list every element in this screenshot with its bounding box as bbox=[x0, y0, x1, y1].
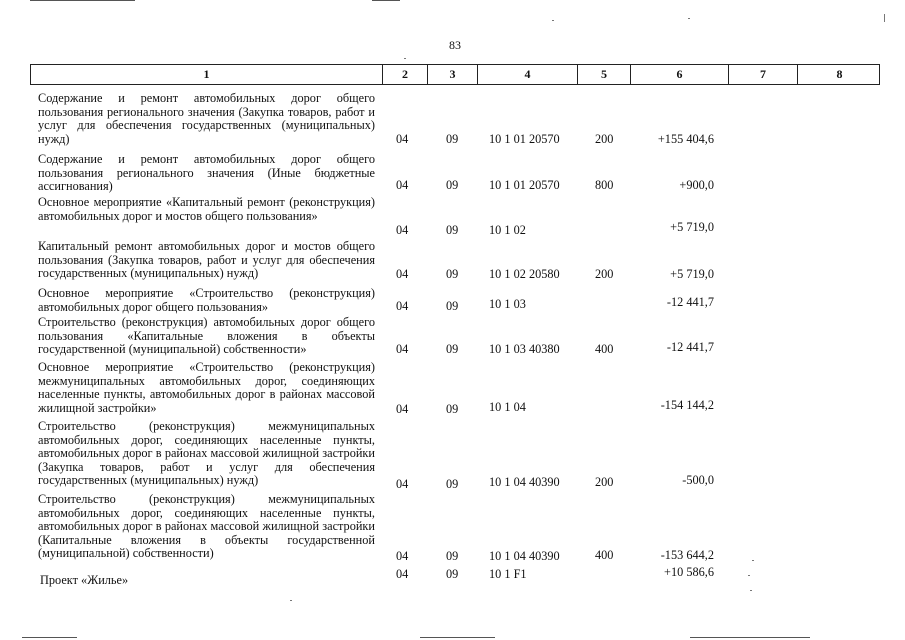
row-section: 04 bbox=[396, 402, 409, 416]
row-amount: -12 441,7 bbox=[666, 295, 714, 309]
scan-artifact-bottom-left bbox=[22, 637, 77, 638]
row-target-article: 10 1 01 20570 bbox=[489, 178, 560, 192]
row-section: 04 bbox=[396, 299, 409, 313]
row-target-article: 10 1 04 40390 bbox=[489, 549, 560, 563]
row-section: 04 bbox=[396, 223, 409, 237]
row-description: Строительство (реконструкция) автомобильных дорог общего пользования «Капитальные вложения в объекты государственной (муниципальной) собственности» bbox=[38, 315, 375, 356]
row-expense-type: 200 bbox=[595, 475, 614, 489]
row-section: 04 bbox=[396, 567, 409, 581]
row-subsection: 09 bbox=[446, 402, 459, 416]
row-expense-type: 200 bbox=[595, 267, 614, 281]
scan-speck bbox=[752, 560, 754, 561]
header-col-1: 1 bbox=[203, 67, 210, 81]
row-subsection: 09 bbox=[446, 299, 459, 313]
row-target-article: 10 1 03 40380 bbox=[489, 342, 560, 356]
header-col-7: 7 bbox=[728, 65, 797, 84]
row-section: 04 bbox=[396, 342, 409, 356]
row-description: Основное мероприятие «Капитальный ремонт (реконструкция) автомобильных дорог и мостов общего пользования» bbox=[38, 195, 375, 223]
row-subsection: 09 bbox=[446, 267, 459, 281]
scan-artifact-bottom-mid bbox=[420, 637, 495, 638]
row-section: 04 bbox=[396, 477, 409, 491]
row-target-article: 10 1 03 bbox=[489, 297, 526, 311]
row-subsection: 09 bbox=[446, 549, 459, 563]
row-description: Содержание и ремонт автомобильных дорог общего пользования регионального значения (Иные бюджетные ассигнования) bbox=[38, 152, 375, 193]
row-section: 04 bbox=[396, 267, 409, 281]
row-subsection: 09 bbox=[446, 342, 459, 356]
table-header bbox=[30, 64, 880, 85]
scan-speck bbox=[750, 590, 752, 591]
row-section: 04 bbox=[396, 178, 409, 192]
row-description: Основное мероприятие «Строительство (реконструкция) автомобильных дорог общего пользования» bbox=[38, 286, 375, 314]
row-subsection: 09 bbox=[446, 178, 459, 192]
header-col-8: 8 bbox=[797, 65, 881, 84]
scan-artifact-top-left bbox=[30, 0, 135, 1]
scan-speck bbox=[290, 600, 292, 601]
row-description: Содержание и ремонт автомобильных дорог общего пользования регионального значения (Закупка товаров, работ и услуг для обеспечения государственных (муниципальных) нужд) bbox=[38, 91, 375, 146]
header-col-4: 4 bbox=[477, 65, 577, 84]
scan-speck bbox=[552, 20, 554, 21]
header-col-5: 5 bbox=[577, 65, 630, 84]
row-amount: +900,0 bbox=[679, 178, 714, 192]
row-subsection: 09 bbox=[446, 223, 459, 237]
row-target-article: 10 1 02 bbox=[489, 223, 526, 237]
scan-speck bbox=[884, 14, 885, 22]
row-expense-type: 400 bbox=[595, 548, 614, 562]
header-col-2: 2 bbox=[382, 65, 427, 84]
header-col-3: 3 bbox=[427, 65, 477, 84]
row-amount: +10 586,6 bbox=[664, 565, 714, 579]
row-expense-type: 400 bbox=[595, 342, 614, 356]
scan-speck bbox=[748, 575, 750, 576]
row-subsection: 09 bbox=[446, 567, 459, 581]
row-section: 04 bbox=[396, 549, 409, 563]
row-amount: -153 644,2 bbox=[660, 548, 714, 562]
row-expense-type: 800 bbox=[595, 178, 614, 192]
row-amount: +5 719,0 bbox=[670, 267, 714, 281]
row-amount: -154 144,2 bbox=[660, 398, 714, 412]
row-amount: -12 441,7 bbox=[666, 340, 714, 354]
row-target-article: 10 1 F1 bbox=[489, 567, 527, 581]
row-section: 04 bbox=[396, 132, 409, 146]
scan-artifact-bottom-right bbox=[690, 637, 810, 638]
row-target-article: 10 1 04 40390 bbox=[489, 475, 560, 489]
row-amount: +155 404,6 bbox=[657, 132, 714, 146]
scan-artifact-top-mid bbox=[372, 0, 400, 1]
row-description: Строительство (реконструкция) межмуниципальных автомобильных дорог, соединяющих населенные пункты, автомобильных дорог в районах массовой жилищной застройки (Капитальные вложения в объекты государственной (муниципальной) собственности) bbox=[38, 492, 375, 560]
row-description: Капитальный ремонт автомобильных дорог и мостов общего пользования (Закупка товаров, работ и услуг для обеспечения государственных (муниципальных) нужд) bbox=[38, 239, 375, 280]
row-subsection: 09 bbox=[446, 477, 459, 491]
row-amount: +5 719,0 bbox=[670, 220, 714, 234]
row-subsection: 09 bbox=[446, 132, 459, 146]
row-target-article: 10 1 04 bbox=[489, 400, 526, 414]
row-description: Проект «Жилье» bbox=[40, 573, 129, 587]
page-number: 83 bbox=[449, 38, 461, 52]
row-target-article: 10 1 02 20580 bbox=[489, 267, 560, 281]
row-amount: -500,0 bbox=[682, 473, 714, 487]
row-description: Строительство (реконструкция) межмуниципальных автомобильных дорог, соединяющих населенные пункты, автомобильных дорог в районах массовой жилищной застройки (Закупка товаров, работ и услуг для обеспечения государственных (муниципальных) нужд) bbox=[38, 419, 375, 487]
header-col-6: 6 bbox=[630, 65, 728, 84]
scan-speck bbox=[688, 18, 690, 19]
row-description: Основное мероприятие «Строительство (реконструкция) межмуниципальных автомобильных дорог, соединяющих населенные пункты, автомобильных дорог в районах массовой жилищной застройки» bbox=[38, 360, 375, 415]
scan-speck bbox=[404, 58, 406, 59]
row-target-article: 10 1 01 20570 bbox=[489, 132, 560, 146]
row-expense-type: 200 bbox=[595, 132, 614, 146]
